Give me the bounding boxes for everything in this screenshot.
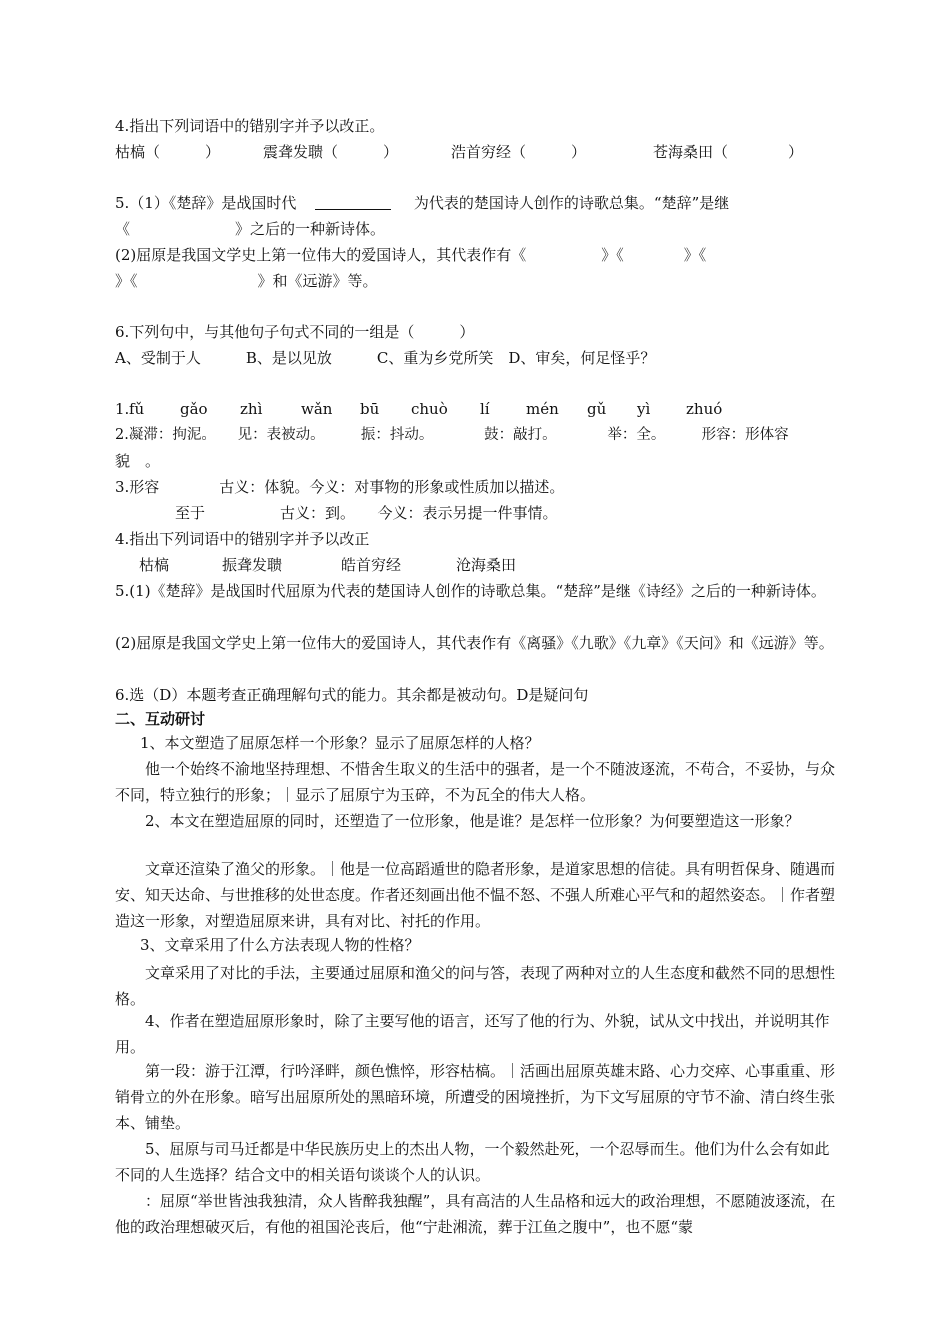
answer-5-part-2: (2)屈原是我国文学史上第一位伟大的爱国诗人，其代表作有《离骚》《九歌》《九章》《天问》和《远游》等。 xyxy=(115,634,834,652)
q4-item: 枯槁（ ） xyxy=(115,143,221,161)
answer-5-part-1: 5.(1)《楚辞》是战国时代屈原为代表的楚国诗人创作的诗歌总集。“楚辞”是继《诗经》之后的一种新诗体。 xyxy=(115,582,826,600)
discussion-answer-3: 文章采用了对比的手法，主要通过屈原和渔父的问与答，表现了两种对立的人生态度和截然不同的思想性格。 xyxy=(115,964,836,1008)
answer-3-cont: 至于 古义：到。 今义：表示另提一件事情。 xyxy=(175,504,558,522)
answer-6: 6.选（D）本题考查正确理解句式的能力。其余都是被动句。D是疑问句 xyxy=(115,686,589,704)
discussion-answer-1: 他一个始终不渝地坚持理想、不惜舍生取义的生活中的强者，是一个不随波逐流，不苟合，不妥协，与众不同，特立独行的形象；｜显示了屈原宁为玉碎，不为瓦全的伟大人格。 xyxy=(115,760,836,804)
pinyin: gǔ xyxy=(587,400,607,418)
question-5-line-4: 》《 》和《远游》等。 xyxy=(115,272,378,290)
pinyin: lí xyxy=(480,400,490,418)
discussion-question-3: 3、文章采用了什么方法表现人物的性格？ xyxy=(140,936,420,954)
discussion-answer-5: ：屈原“举世皆浊我独清，众人皆醉我独醒”，具有高洁的人生品格和远大的政治理想，不愿随波逐流，在他的政治理想破灭后，有他的祖国沦丧后，他“宁赴湘流，葬于江鱼之腹中”，也不愿“蒙 xyxy=(115,1192,836,1236)
question-6-title: 6.下列句中，与其他句子句式不同的一组是（ ） xyxy=(115,323,475,341)
pinyin: mén xyxy=(526,400,559,418)
discussion-question-5: 5、屈原与司马迁都是中华民族历史上的杰出人物，一个毅然赴死，一个忍辱而生。他们为什么会有如此不同的人生选择？结合文中的相关语句谈谈个人的认识。 xyxy=(115,1140,830,1184)
section-heading: 二、互动研讨 xyxy=(115,710,206,728)
q5-text: 5.（1）《楚辞》是战国时代 xyxy=(115,194,297,212)
answer-4-item: 枯槁 xyxy=(139,556,170,574)
discussion-question-2: 2、本文在塑造屈原的同时，还塑造了一位形象，他是谁？是怎样一位形象？为何要塑造这一形象？ xyxy=(145,812,800,830)
question-5-line-1 xyxy=(115,190,840,216)
pinyin: bū xyxy=(360,400,380,418)
answer-4-item: 振聋发聩 xyxy=(222,556,283,574)
question-4-title: 4.指出下列词语中的错别字并予以改正。 xyxy=(115,117,385,135)
answer-4-item: 皓首穷经 xyxy=(341,556,402,574)
answer-3: 3.形容 古义：体貌。今义：对事物的形象或性质加以描述。 xyxy=(115,478,565,496)
question-5-line-2: 《 》之后的一种新诗体。 xyxy=(115,220,386,238)
answer-2: 2.凝滞：拘泥。 见：表被动。 振：抖动。 鼓：敲打。 举：全。 形容：形体容 xyxy=(115,427,789,443)
q4-item: 震聋发聩（ ） xyxy=(263,143,399,161)
discussion-question-1: 1、本文塑造了屈原怎样一个形象？显示了屈原怎样的人格？ xyxy=(140,734,540,752)
pinyin: gǎo xyxy=(180,400,208,418)
pinyin: chuò xyxy=(411,400,448,418)
fill-blank[interactable] xyxy=(315,195,391,210)
pinyin: zhì xyxy=(240,400,263,418)
answer-4-title: 4.指出下列词语中的错别字并予以改正 xyxy=(115,530,370,548)
q5-text: 为代表的楚国诗人创作的诗歌总集。“楚辞”是继 xyxy=(413,194,730,212)
q4-item: 浩首穷经（ ） xyxy=(451,143,587,161)
pinyin: wǎn xyxy=(301,400,333,418)
pinyin: yì xyxy=(637,400,651,418)
pinyin: zhuó xyxy=(686,400,723,418)
question-6-options: A、受制于人 B、是以见放 C、重为乡党所笑 D、审矣，何足怪乎？ xyxy=(115,349,656,367)
pinyin: fǔ xyxy=(129,400,145,418)
discussion-question-4: 4、作者在塑造屈原形象时，除了主要写他的语言，还写了他的行为、外貌，试从文中找出，并说明其作用。 xyxy=(115,1012,830,1056)
answer-2-cont: 貌 。 xyxy=(115,452,161,470)
q4-item: 苍海桑田（ ） xyxy=(653,143,804,161)
answer-label: 1. xyxy=(115,400,130,418)
answer-4-item: 沧海桑田 xyxy=(456,556,517,574)
discussion-answer-4: 第一段：游于江潭，行吟泽畔，颜色憔悴，形容枯槁。｜活画出屈原英雄末路、心力交瘁、心事重重、形销骨立的外在形象。暗写出屈原所处的黑暗环境，所遭受的困境挫折，为下文写屈原的守节不渝、清白终生张本、铺垫。 xyxy=(115,1062,836,1132)
discussion-answer-2: 文章还渲染了渔父的形象。｜他是一位高蹈遁世的隐者形象，是道家思想的信徒。具有明哲保身、随遇而安、知天达命、与世推移的处世态度。作者还刻画出他不愠不怒、不强人所难心平气和的超然姿态。｜作者塑造这一形象，对塑造屈原来讲，具有对比、衬托的作用。 xyxy=(115,860,836,930)
question-5-line-3: (2)屈原是我国文学史上第一位伟大的爱国诗人，其代表作有《 》《 》《 xyxy=(115,246,707,264)
